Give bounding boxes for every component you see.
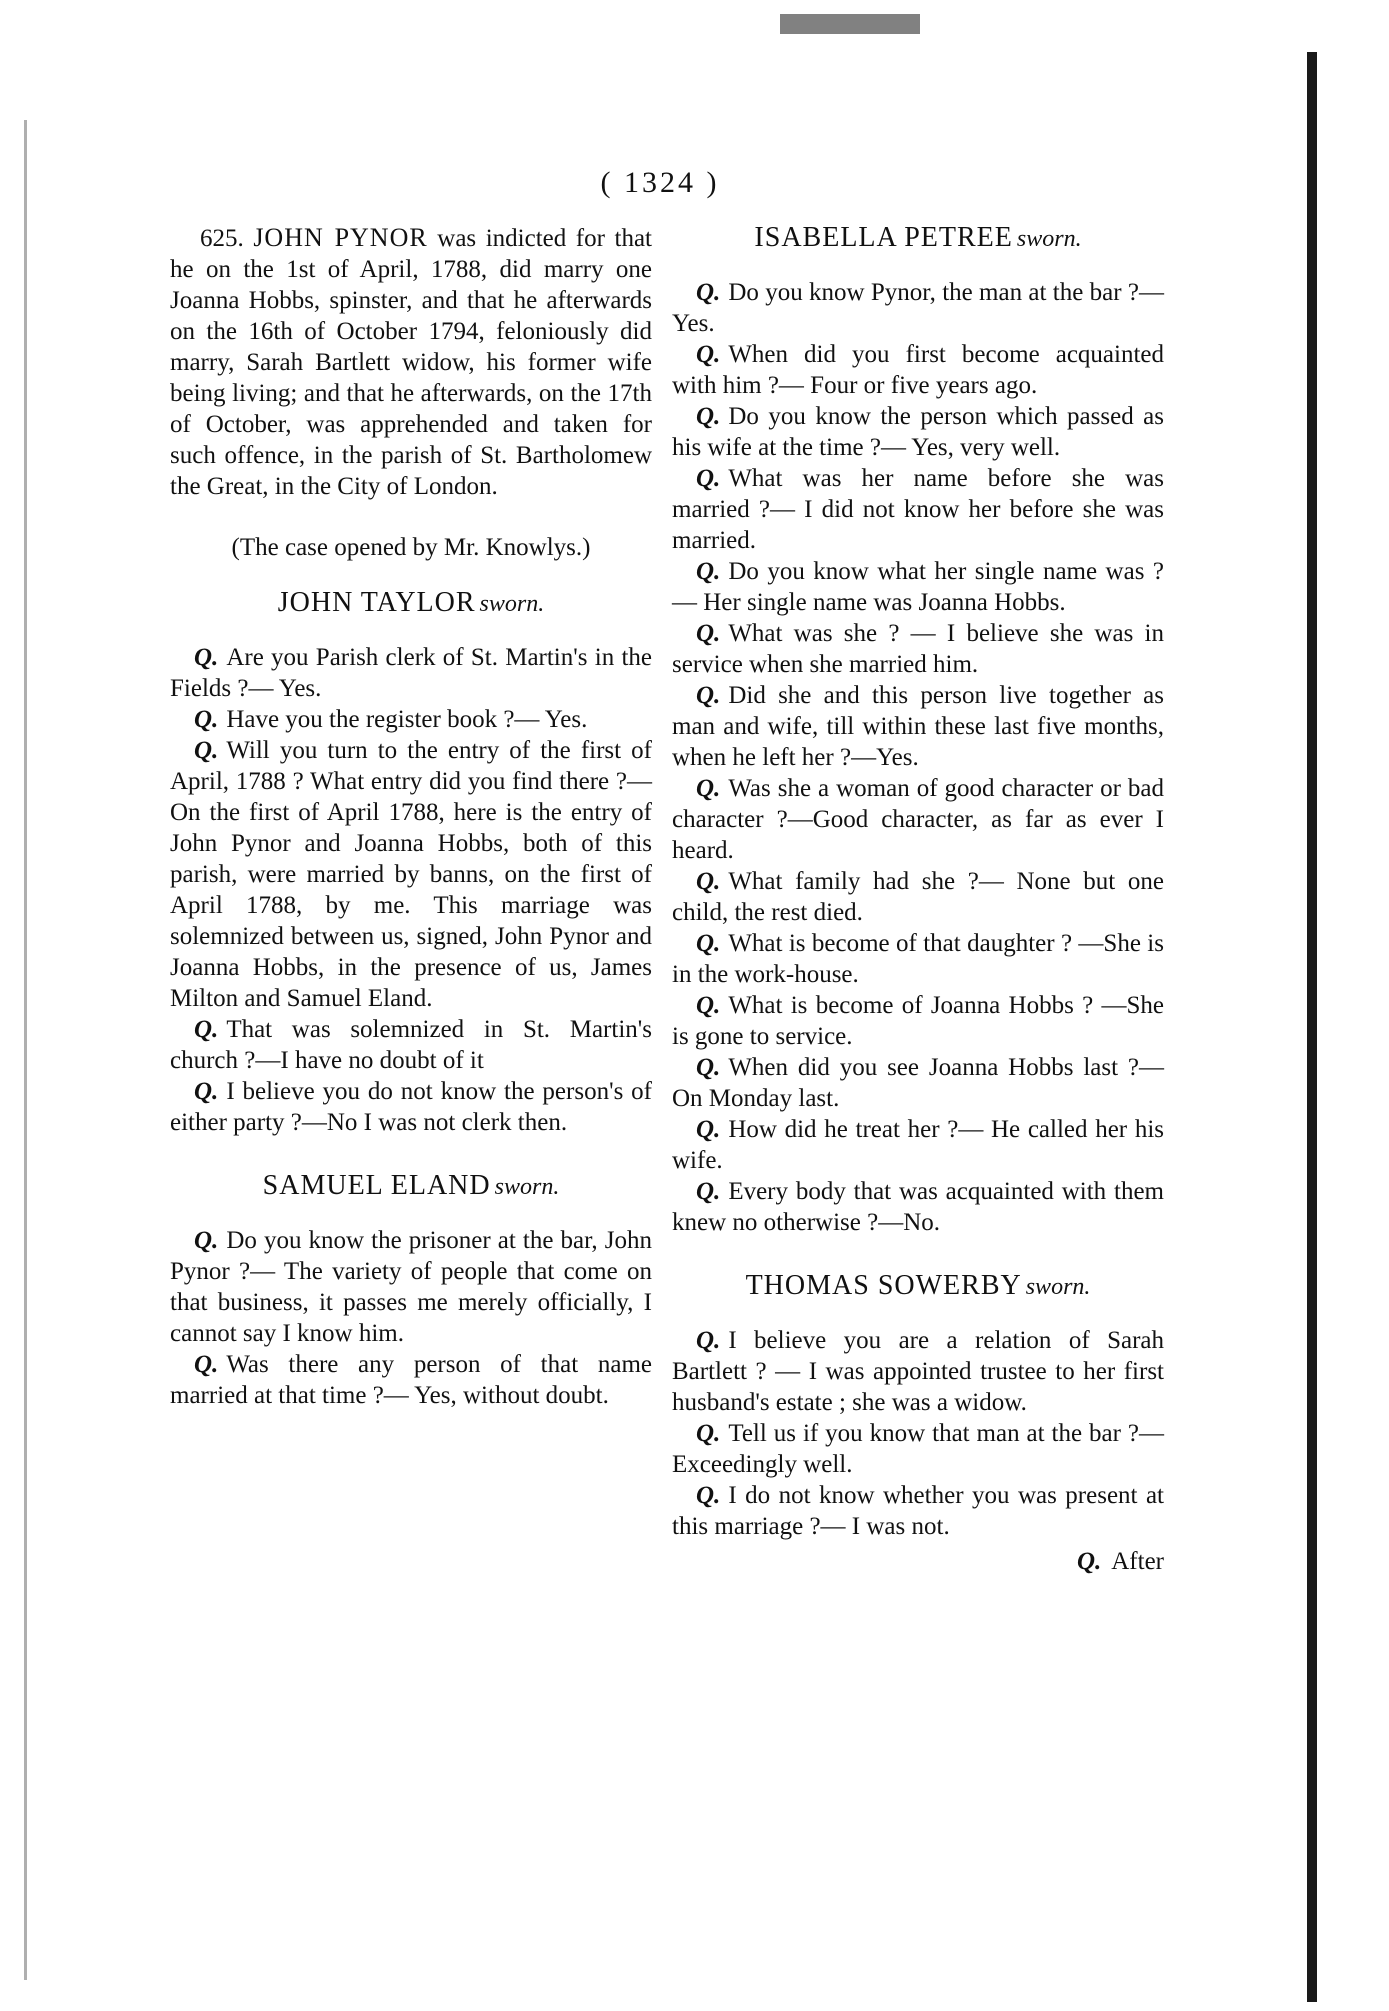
qa-paragraph: Q. I believe you do not know the person's of either party ?—No I was not clerk then. [170,1078,652,1136]
q-marker: Q. [696,1116,721,1143]
q-marker: Q. [696,403,721,430]
q-marker: Q. [696,1482,721,1509]
q-marker: Q. [696,620,721,647]
qa-paragraph: Q. Do you know the prisoner at the bar, John Pynor ?— The variety of people that come on that business, it passes me merely officially, I cannot say I know him. [170,1227,652,1347]
q-marker: Q. [194,737,219,764]
q-marker: Q. [194,1227,219,1254]
left-column [170,222,652,1411]
right-column [672,222,1164,1577]
witness-heading-john-taylor: JOHN TAYLOR sworn. [277,587,545,618]
q-marker: Q. [194,706,219,733]
q-marker: Q. [1076,1548,1102,1575]
qa-paragraph: Q. Will you turn to the entry of the first of April, 1788 ? What entry did you find there ?— On the first of April 1788, here is the entry of John Pynor and Joanna Hobbs, both of this parish, were married by banns, on the first of April 1788, by me. This marriage was solemnized between us, signed, John Pynor and Joanna Hobbs, in the presence of us, James Milton and Samuel Eland. [170,737,652,1012]
qa-paragraph: Q. What family had she ?— None but one child, the rest died. [672,868,1164,926]
qa-paragraph: Q. What was she ? — I believe she was in service when she married him. [672,620,1164,678]
q-marker: Q. [194,1078,219,1105]
q-marker: Q. [194,1351,219,1378]
defendant-name: JOHN PYNOR [253,223,428,252]
qa-paragraph: Q. Do you know what her single name was ? — Her single name was Joanna Hobbs. [672,558,1164,616]
q-marker: Q. [696,1327,721,1354]
qa-paragraph: Q. What is become of Joanna Hobbs ? —She is gone to service. [672,992,1164,1050]
qa-paragraph: Q. Was there any person of that name married at that time ?— Yes, without doubt. [170,1351,652,1409]
qa-paragraph: Q. Do you know the person which passed as his wife at the time ?— Yes, very well. [672,403,1164,461]
scan-smudge-top [780,14,920,34]
q-marker: Q. [696,279,721,306]
qa-paragraph: Q. Do you know Pynor, the man at the bar ?— Yes. [672,279,1164,337]
q-marker: Q. [696,1178,721,1205]
qa-paragraph: Q. What was her name before she was married ?— I did not know her before she was married. [672,465,1164,554]
q-marker: Q. [696,1054,721,1081]
qa-paragraph: Q. That was solemnized in St. Martin's church ?—I have no doubt of it [170,1016,652,1074]
binding-edge-right [1307,52,1317,2002]
q-marker: Q. [696,341,721,368]
qa-paragraph: Q. When did you see Joanna Hobbs last ?— On Monday last. [672,1054,1164,1112]
q-marker: Q. [696,682,721,709]
q-marker: Q. [696,775,721,802]
case-number: 625. [200,225,244,252]
q-marker: Q. [194,1016,219,1043]
qa-paragraph: Q. Every body that was acquainted with them knew no otherwise ?—No. [672,1178,1164,1236]
qa-paragraph: Q. When did you first become acquainted with him ?— Four or five years ago. [672,341,1164,399]
q-marker: Q. [194,644,219,671]
page-number: ( 1324 ) [600,166,720,199]
qa-paragraph: Q. Have you the register book ?— Yes. [194,706,588,733]
witness-heading-samuel-eland: SAMUEL ELAND sworn. [262,1170,560,1201]
catchword: Q. After [1076,1548,1164,1575]
q-marker: Q. [696,930,721,957]
qa-paragraph: Q. Are you Parish clerk of St. Martin's in the Fields ?— Yes. [170,644,652,702]
scan-dots-left [24,120,27,1980]
case-opened-note: (The case opened by Mr. Knowlys.) [231,534,591,561]
qa-paragraph: Q. I believe you are a relation of Sarah Bartlett ? — I was appointed trustee to her first husband's estate ; she was a widow. [672,1327,1164,1416]
qa-paragraph: Q. I do not know whether you was present at this marriage ?— I was not. [672,1482,1164,1540]
qa-paragraph: Q. Tell us if you know that man at the bar ?—Exceedingly well. [672,1420,1164,1478]
qa-paragraph: Q. Did she and this person live together as man and wife, till within these last five months, when he left her ?—Yes. [672,682,1164,771]
qa-paragraph: Q. Was she a woman of good character or bad character ?—Good character, as far as ever I heard. [672,775,1164,864]
q-marker: Q. [696,868,721,895]
indictment-text: was indicted for that he on the 1st of April, 1788, did marry one Joanna Hobbs, spinster, and that he afterwards on the 16th of October 1794, feloniously did marry, Sarah Bartlett widow, his former wife being living; and that he afterwards, on the 17th of October, was apprehended and taken for such offence, in the parish of St. Bartholomew the Great, in the City of London. [170,225,652,500]
q-marker: Q. [696,992,721,1019]
q-marker: Q. [696,558,721,585]
q-marker: Q. [696,465,721,492]
indictment-paragraph [170,222,652,502]
qa-paragraph: Q. What is become of that daughter ? —She is in the work-house. [672,930,1164,988]
qa-paragraph: Q. How did he treat her ?— He called her his wife. [672,1116,1164,1174]
witness-heading-thomas-sowerby: THOMAS SOWERBY sworn. [745,1270,1091,1301]
witness-heading-isabella-petree: ISABELLA PETREE sworn. [754,222,1082,253]
q-marker: Q. [696,1420,721,1447]
